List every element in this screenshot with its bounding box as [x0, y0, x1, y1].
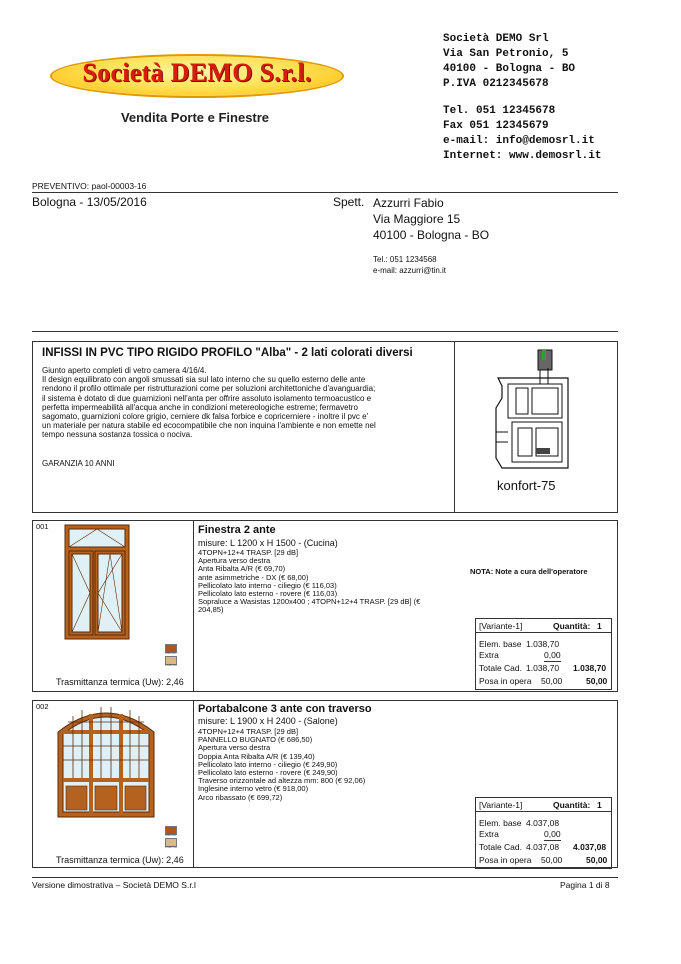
price-box-header [475, 618, 612, 633]
quantity-value: 1 [597, 800, 602, 810]
item-options [198, 728, 365, 802]
item-title: Portabalcone 3 ante con traverso [198, 703, 372, 715]
item-uw: Trasmittanza termica (Uw): 2,46 [56, 855, 184, 865]
quantity-value: 1 [597, 621, 602, 631]
text-line: Pellicolato lato interno - ciliegio (€ 116,03) [198, 580, 337, 590]
text-line: Doppia Anta Ribalta A/R (€ 139,40) [198, 751, 315, 761]
item-size: misure: L 1200 x H 1500 - (Cucina) [198, 538, 338, 548]
total-label: Totale Cad. [479, 663, 522, 673]
posa-bold: 50,00 [586, 676, 608, 686]
price-box-body [475, 633, 612, 690]
swatch-interior-label: interno [165, 833, 176, 837]
profile-section-drawing [488, 348, 580, 478]
text-line: Il design equilibrato con angoli smussati sia sul lato interno che su quello esterno delle ante [42, 375, 366, 385]
text-line: Pellicolato lato esterno - rovere (€ 116,03) [198, 589, 338, 599]
quantity-label: Quantità: [553, 800, 591, 810]
text-line: ante asimmetriche - DX (€ 68,00) [198, 572, 309, 582]
quote-number-value: paol-00003-16 [91, 181, 147, 191]
text-line: un materiale per natura stabile ed ecocompatibile che non inquina l'ambiente e non emette nel [42, 421, 376, 431]
customer-contacts [373, 254, 446, 276]
total-value: 1.038,70 [526, 663, 560, 673]
company-tel: Tel. 051 12345678 [443, 105, 556, 117]
swatch-exterior-label: esterno [165, 663, 177, 667]
company-city: 40100 - Bologna - BO [443, 63, 576, 75]
customer-city: 40100 - Bologna - BO [373, 228, 490, 242]
total-bold: 4.037,08 [573, 842, 607, 852]
customer-tel: Tel.: 051 1234568 [373, 255, 437, 264]
company-tagline: Vendita Porte e Finestre [120, 110, 270, 125]
swatch-interior-label: interno [165, 651, 176, 655]
total-value: 4.037,08 [526, 842, 560, 852]
text-line: Giunto aperto completi di vetro camera 4/16/4. [42, 366, 207, 375]
text-line: 4TOPN+12+4 TRASP. [29 dB] [198, 548, 299, 557]
variant-label: [Variante-1] [479, 800, 523, 810]
item-uw: Trasmittanza termica (Uw): 2,46 [56, 677, 184, 687]
text-line: Sopraluce a Wasistas 1200x400 ; 4TOPN+12+4 TRASP. [29 dB] (€ [198, 597, 421, 607]
base-label: Elem. base [479, 818, 522, 828]
text-line: Arco ribassato (€ 699,72) [198, 792, 283, 802]
text-line: Traverso orizzontale ad altezza mm: 800 (€ 92,06) [198, 776, 366, 786]
posa-bold: 50,00 [586, 855, 608, 865]
item-note: NOTA: Note a cura dell'operatore [470, 567, 588, 576]
text-line: 204,85) [198, 605, 224, 615]
text-line: Pellicolato lato esterno - rovere (€ 249,90) [198, 768, 338, 778]
item-row-divider [193, 700, 194, 868]
total-bold: 1.038,70 [573, 663, 607, 673]
text-line: 4TOPN+12+4 TRASP. [29 dB] [198, 727, 299, 736]
intro-description [42, 366, 376, 440]
company-fax: Fax 051 12345679 [443, 120, 549, 132]
base-value: 1.038,70 [526, 639, 560, 649]
text-line: Pellicolato lato interno - ciliegio (€ 249,90) [198, 759, 338, 769]
divider-mid [32, 331, 618, 332]
customer-address: Via Maggiore 15 [373, 212, 461, 226]
company-address: Via San Petronio, 5 [443, 48, 569, 60]
text-line: Inglesine interno vetro (€ 918,00) [198, 784, 309, 794]
total-label: Totale Cad. [479, 842, 522, 852]
text-line: Apertura verso destra [198, 743, 271, 753]
profile-caption: konfort-75 [497, 478, 556, 493]
swatch-exterior-label: esterno [165, 845, 177, 849]
footer-page: Pagina 1 di 8 [560, 880, 610, 890]
text-line: il sistema è dotato di due guarnizioni nell'anta per offrire assoluto isolamento termoacustico e [42, 393, 372, 403]
item-title: Finestra 2 ante [198, 524, 276, 536]
posa-label: Posa in opera [479, 676, 532, 686]
extra-value: 0,00 [544, 829, 561, 839]
price-box [475, 618, 612, 690]
price-box-header [475, 797, 612, 812]
price-box-body [475, 812, 612, 869]
posa-value: 50,00 [541, 855, 563, 865]
company-vat: P.IVA 0212345678 [443, 78, 549, 90]
quantity-label: Quantità: [553, 621, 591, 631]
customer-block [373, 195, 489, 243]
company-info [443, 32, 601, 164]
extra-value: 0,00 [544, 650, 561, 660]
extra-label: Extra [479, 650, 499, 660]
base-label: Elem. base [479, 639, 522, 649]
customer-salutation: Spett. [333, 195, 365, 209]
quote-number-label: PREVENTIVO: [32, 181, 90, 191]
company-name: Società DEMO Srl [443, 33, 549, 45]
text-line: tempo nessuna sostanza tossica o nociva. [42, 430, 193, 440]
divider-top [32, 192, 618, 193]
variant-label: [Variante-1] [479, 621, 523, 631]
text-line: rendono il profilo ottimale per ristrutturazioni come per soluzioni architettoniche d'avanguardia; [42, 384, 376, 394]
price-box [475, 797, 612, 869]
item-number: 001 [36, 522, 49, 531]
text-line: sagomato, guarnizioni colore grigio, cerniere dk falsa forbice e copricerniere - inoltre il pvc e' [42, 412, 369, 422]
extra-label: Extra [479, 829, 499, 839]
window-2-ante-drawing [64, 524, 130, 640]
intro-guarantee: GARANZIA 10 ANNI [42, 459, 115, 468]
item-size: misure: L 1900 x H 2400 - (Salone) [198, 716, 338, 726]
quote-place-date: Bologna - 13/05/2016 [32, 195, 147, 209]
base-value: 4.037,08 [526, 818, 560, 828]
intro-box-divider [454, 341, 455, 513]
item-row-divider [193, 520, 194, 692]
company-email: e-mail: info@demosrl.it [443, 135, 595, 147]
quote-number [32, 181, 146, 191]
item-number: 002 [36, 702, 49, 711]
posa-value: 50,00 [541, 676, 563, 686]
company-logo-text: Società DEMO S.r.l. [82, 58, 312, 87]
text-line: Anta Ribalta A/R (€ 69,70) [198, 564, 286, 574]
divider-footer [32, 877, 618, 878]
intro-title: INFISSI IN PVC TIPO RIGIDO PROFILO "Alba" - 2 lati colorati diversi [42, 347, 413, 359]
item-options [198, 549, 420, 615]
customer-email: e-mail: azzurri@tin.it [373, 266, 447, 275]
company-web: Internet: www.demosrl.it [443, 150, 602, 162]
text-line: perfetta impermeabilità all'acqua anche in condizioni metereologiche estreme; fermavetro [42, 402, 358, 412]
portabalcone-3-ante-drawing [56, 702, 156, 818]
text-line: PANNELLO BUGNATO (€ 686,50) [198, 735, 313, 745]
customer-name: Azzurri Fabio [373, 196, 444, 210]
posa-label: Posa in opera [479, 855, 532, 865]
text-line: Apertura verso destra [198, 556, 271, 566]
footer-left: Versione dimostrativa – Società DEMO S.r.l [32, 880, 196, 890]
